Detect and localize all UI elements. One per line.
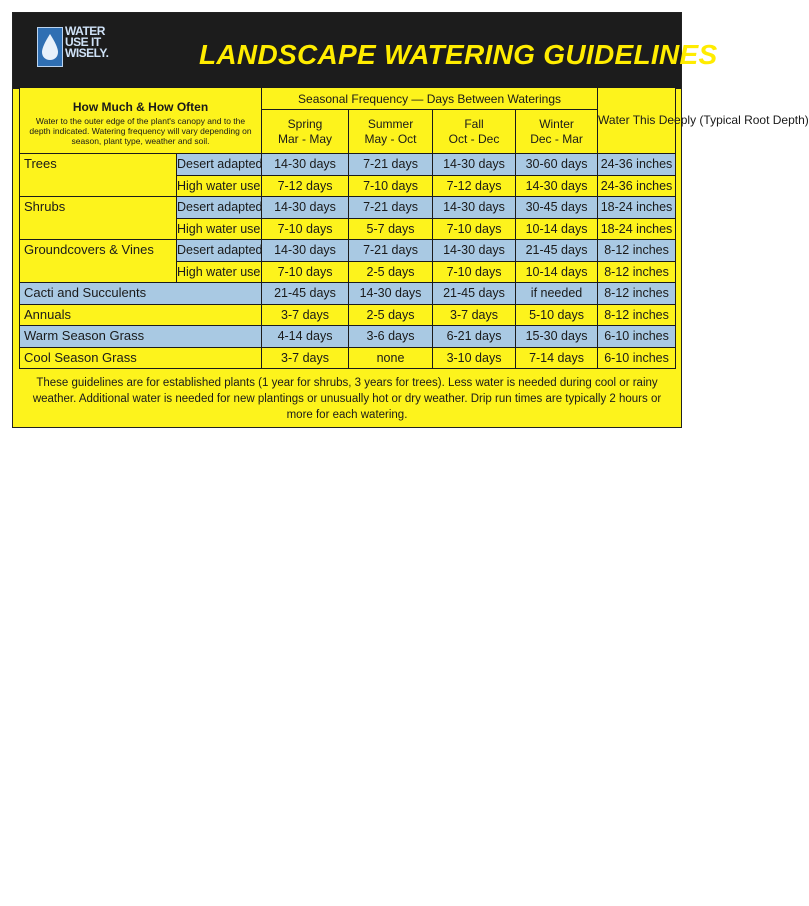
how-much-description: Water to the outer edge of the plant's canopy and to the depth indicated. Watering frequency will vary depending on season, plant type, weather and soil. xyxy=(29,115,252,146)
frequency-cell: 14-30 days xyxy=(516,175,598,197)
frequency-cell: 14-30 days xyxy=(433,240,516,262)
frequency-cell: 14-30 days xyxy=(349,283,433,305)
frequency-cell: 21-45 days xyxy=(262,283,349,305)
frequency-cell: 6-21 days xyxy=(433,326,516,348)
depth-cell: 24-36 inches xyxy=(598,154,676,176)
depth-cell: 8-12 inches xyxy=(598,304,676,326)
plant-type-label: High water use xyxy=(177,218,262,240)
water-drop-icon xyxy=(37,27,63,67)
frequency-cell: 7-10 days xyxy=(262,218,349,240)
table-row xyxy=(20,283,676,305)
watering-guidelines-card xyxy=(12,12,809,428)
frequency-cell: 5-10 days xyxy=(516,304,598,326)
frequency-cell: 5-7 days xyxy=(349,218,433,240)
season-name: Winter xyxy=(539,116,574,131)
depth-cell: 8-12 inches xyxy=(598,261,676,283)
frequency-cell: 7-10 days xyxy=(349,175,433,197)
depth-cell: 8-12 inches xyxy=(598,283,676,305)
depth-cell: 18-24 inches xyxy=(598,197,676,219)
frequency-cell: 14-30 days xyxy=(433,197,516,219)
page-title: LANDSCAPE WATERING GUIDELINES xyxy=(199,39,718,70)
season-months: May - Oct xyxy=(364,131,417,146)
how-much-header xyxy=(20,88,262,154)
logo-text: WATER USE IT WISELY. xyxy=(65,24,109,60)
how-much-title: How Much & How Often xyxy=(72,99,209,114)
season-months: Mar - May xyxy=(278,131,333,146)
season-months: Dec - Mar xyxy=(530,131,583,146)
frequency-cell: 14-30 days xyxy=(262,154,349,176)
title-bar xyxy=(13,13,718,89)
frequency-cell: 7-12 days xyxy=(262,175,349,197)
frequency-cell: 21-45 days xyxy=(516,240,598,262)
category-label: Annuals xyxy=(20,304,262,326)
category-label: Trees xyxy=(20,154,177,197)
guidelines-table xyxy=(19,87,809,369)
table-row xyxy=(20,154,676,176)
frequency-cell: none xyxy=(349,347,433,369)
season-header-1 xyxy=(349,110,433,154)
depth-cell: 8-12 inches xyxy=(598,240,676,262)
depth-cell: 24-36 inches xyxy=(598,175,676,197)
season-header-3 xyxy=(516,110,598,154)
frequency-cell: 4-14 days xyxy=(262,326,349,348)
frequency-cell: 2-5 days xyxy=(349,261,433,283)
category-label: Cacti and Succulents xyxy=(20,283,262,305)
category-label: Shrubs xyxy=(20,197,177,240)
season-name: Fall xyxy=(464,116,484,131)
frequency-cell: 2-5 days xyxy=(349,304,433,326)
logo xyxy=(37,24,125,79)
season-header-2 xyxy=(433,110,516,154)
frequency-cell: 30-60 days xyxy=(516,154,598,176)
frequency-cell: 7-21 days xyxy=(349,197,433,219)
frequency-cell: 14-30 days xyxy=(262,240,349,262)
plant-type-label: Desert adapted xyxy=(177,240,262,262)
frequency-cell: 3-7 days xyxy=(262,347,349,369)
category-label: Groundcovers & Vines xyxy=(20,240,177,283)
frequency-cell: 3-10 days xyxy=(433,347,516,369)
plant-type-label: Desert adapted xyxy=(177,197,262,219)
depth-cell: 6-10 inches xyxy=(598,347,676,369)
plant-type-label: High water use xyxy=(177,261,262,283)
table-row xyxy=(20,304,676,326)
frequency-cell: 3-7 days xyxy=(433,304,516,326)
frequency-cell: 3-6 days xyxy=(349,326,433,348)
season-name: Summer xyxy=(367,116,414,131)
depth-cell: 6-10 inches xyxy=(598,326,676,348)
frequency-cell: if needed xyxy=(516,283,598,305)
frequency-cell: 3-7 days xyxy=(262,304,349,326)
frequency-cell: 7-21 days xyxy=(349,240,433,262)
frequency-cell: 7-10 days xyxy=(433,218,516,240)
frequency-cell: 7-14 days xyxy=(516,347,598,369)
frequency-cell: 7-10 days xyxy=(433,261,516,283)
frequency-cell: 7-21 days xyxy=(349,154,433,176)
depth-cell: 18-24 inches xyxy=(598,218,676,240)
plant-type-label: Desert adapted xyxy=(177,154,262,176)
table-row xyxy=(20,197,676,219)
frequency-cell: 21-45 days xyxy=(433,283,516,305)
frequency-cell: 10-14 days xyxy=(516,218,598,240)
category-label: Cool Season Grass xyxy=(20,347,262,369)
table-row xyxy=(20,240,676,262)
frequency-cell: 14-30 days xyxy=(262,197,349,219)
table-row xyxy=(20,347,676,369)
frequency-cell: 30-45 days xyxy=(516,197,598,219)
plant-type-label: High water use xyxy=(177,175,262,197)
water-deeply-header: Water This Deeply (Typical Root Depth) xyxy=(598,88,676,154)
table-row xyxy=(20,326,676,348)
season-months: Oct - Dec xyxy=(448,131,500,146)
frequency-cell: 15-30 days xyxy=(516,326,598,348)
category-label: Warm Season Grass xyxy=(20,326,262,348)
season-header-0 xyxy=(262,110,349,154)
frequency-cell: 7-10 days xyxy=(262,261,349,283)
frequency-cell: 7-12 days xyxy=(433,175,516,197)
seasonal-frequency-header: Seasonal Frequency — Days Between Waterings xyxy=(262,88,598,110)
season-name: Spring xyxy=(287,116,323,131)
frequency-cell: 10-14 days xyxy=(516,261,598,283)
footnote: These guidelines are for established plants (1 year for shrubs, 3 years for trees). Less water is needed during cool or rainy weather. Additional water is needed for new plantings or unusually hot or dry weather. Drip run times are typically 2 hours or more for each watering. xyxy=(32,377,662,421)
frequency-cell: 14-30 days xyxy=(433,154,516,176)
